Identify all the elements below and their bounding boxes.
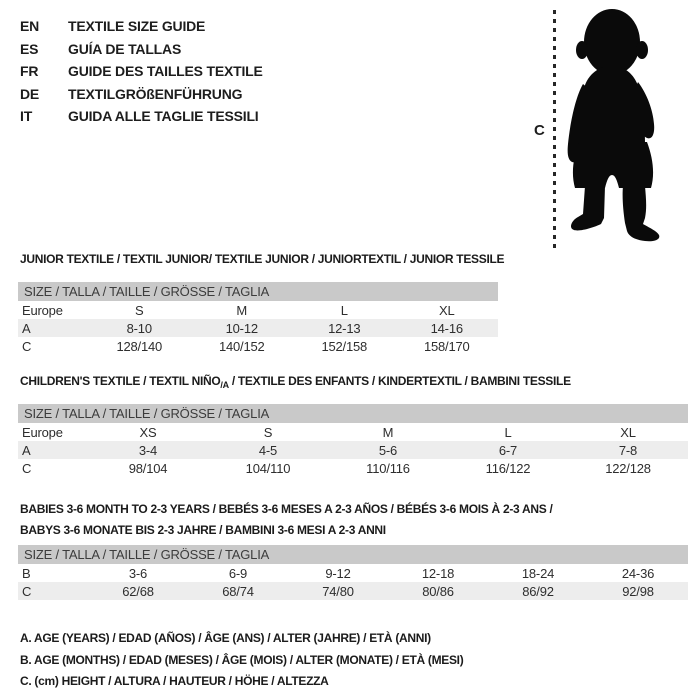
age-cell: 3-6	[128, 565, 148, 581]
row-label: A	[18, 441, 88, 459]
age-cell: 5-6	[328, 441, 448, 459]
language-code: ES	[20, 40, 39, 57]
junior-section-heading: JUNIOR TEXTILE / TEXTIL JUNIOR/ TEXTILE JUNIOR / JUNIORTEXTIL / JUNIOR TESSILE	[20, 252, 505, 266]
size-cell: M	[236, 302, 248, 318]
measurement-legend	[20, 628, 463, 693]
language-row-de	[20, 83, 263, 106]
height-measure-dotted-line	[553, 10, 556, 248]
row-label: C	[22, 338, 32, 354]
height-cell: 92/98	[588, 582, 688, 600]
language-title-list	[20, 15, 263, 128]
language-code: DE	[20, 85, 40, 102]
height-cell: 104/110	[245, 460, 291, 476]
height-cell: 68/74	[188, 582, 288, 600]
language-code: EN	[20, 18, 40, 34]
height-cell: 122/128	[605, 460, 651, 476]
size-cell: L	[340, 302, 348, 318]
height-cell: 62/68	[88, 582, 188, 600]
children-section-heading	[20, 374, 571, 390]
age-cell: 3-4	[88, 441, 208, 459]
junior-size-table	[18, 282, 498, 355]
guide-title: GUIDA ALLE TAGLIE TESSILI	[68, 108, 259, 124]
size-cell: S	[263, 424, 273, 440]
language-row-it	[20, 105, 263, 128]
footnote-b: B. AGE (MONTHS) / EDAD (MESES) / ÂGE (MOIS) / ALTER (MONATE) / ETÀ (MESI)	[20, 652, 464, 667]
row-label: B	[22, 565, 31, 581]
height-cell: 128/140	[116, 338, 163, 354]
size-cell: XL	[438, 302, 455, 318]
age-cell: 6-7	[448, 441, 568, 459]
table-row-height-cm	[18, 459, 688, 477]
age-cell: 6-9	[228, 565, 248, 581]
size-cell: S	[135, 302, 144, 318]
height-cell: 74/80	[288, 582, 388, 600]
age-cell: 7-8	[568, 441, 688, 459]
height-cell: 98/104	[128, 460, 168, 476]
babies-heading-line1: BABIES 3-6 MONTH TO 2-3 YEARS / BEBÉS 3-6 MESES A 2-3 AÑOS / BÉBÉS 3-6 MOIS À 2-3 ANS /	[20, 502, 553, 516]
table-row-age-years	[18, 441, 688, 459]
baby-measurement-figure	[530, 6, 698, 252]
row-label: Europe	[22, 302, 63, 318]
height-cell: 116/122	[485, 460, 531, 476]
height-cell: 110/116	[366, 460, 410, 476]
guide-title: GUÍA DE TALLAS	[68, 40, 182, 57]
size-cell: XS	[139, 424, 157, 440]
language-row-fr	[20, 60, 263, 83]
babies-size-table	[18, 545, 688, 600]
age-cell: 14-16	[396, 319, 499, 337]
babies-heading-line2: BABYS 3-6 MONATE BIS 2-3 JAHRE / BAMBINI 3-6 MESI A 2-3 ANNI	[20, 523, 386, 537]
table-row-age-months	[18, 564, 688, 582]
age-cell: 24-36	[621, 565, 655, 581]
height-cell: 140/152	[218, 338, 265, 354]
table-row-age-years	[18, 319, 498, 337]
guide-title: GUIDE DES TAILLES TEXTILE	[68, 63, 263, 79]
age-cell: 18-24	[521, 565, 555, 581]
size-table-header-bar: SIZE / TALLA / TAILLE / GRÖSSE / TAGLIA	[18, 545, 688, 564]
toddler-silhouette-icon	[565, 6, 665, 246]
size-cell: XL	[620, 424, 636, 440]
children-heading-post: / TEXTILE DES ENFANTS / KINDERTEXTIL / BAMBINI TESSILE	[228, 374, 571, 388]
table-row-europe	[18, 423, 688, 441]
table-row-height-cm	[18, 582, 688, 600]
language-code: FR	[20, 63, 39, 79]
height-cell: 158/170	[423, 338, 470, 354]
height-measure-label: C	[534, 122, 545, 139]
row-label: C	[22, 460, 32, 476]
age-cell: 9-12	[325, 565, 351, 581]
children-heading-pre: CHILDREN'S TEXTILE / TEXTIL NIÑO	[20, 374, 221, 388]
age-cell: 8-10	[88, 319, 191, 337]
size-cell: L	[504, 424, 512, 440]
guide-title: TEXTILGRÖßENFÜHRUNG	[68, 85, 243, 102]
height-cell: 80/86	[388, 582, 488, 600]
row-label: Europe	[22, 424, 63, 440]
size-table-header-bar: SIZE / TALLA / TAILLE / GRÖSSE / TAGLIA	[18, 404, 688, 423]
height-cell: 86/92	[488, 582, 588, 600]
language-code: IT	[20, 108, 33, 124]
table-row-height-cm	[18, 337, 498, 355]
age-cell: 12-18	[421, 565, 455, 581]
children-heading-sub: /A	[220, 380, 229, 390]
age-cell: 12-13	[293, 319, 396, 337]
row-label: A	[18, 319, 88, 337]
age-cell: 4-5	[208, 441, 328, 459]
language-row-es	[20, 38, 263, 61]
children-size-table	[18, 404, 688, 477]
guide-title: TEXTILE SIZE GUIDE	[68, 18, 206, 34]
height-cell: 152/158	[321, 338, 368, 354]
footnote-c: C. (cm) HEIGHT / ALTURA / HAUTEUR / HÖHE / ALTEZZA	[20, 674, 329, 688]
age-cell: 10-12	[191, 319, 294, 337]
size-table-header-bar: SIZE / TALLA / TAILLE / GRÖSSE / TAGLIA	[18, 282, 498, 301]
babies-section-heading	[20, 499, 660, 541]
footnote-a: A. AGE (YEARS) / EDAD (AÑOS) / ÂGE (ANS) / ALTER (JAHRE) / ETÀ (ANNI)	[20, 631, 431, 645]
language-row-en	[20, 15, 263, 38]
row-label: C	[18, 582, 88, 600]
size-cell: M	[382, 424, 394, 440]
table-row-europe	[18, 301, 498, 319]
